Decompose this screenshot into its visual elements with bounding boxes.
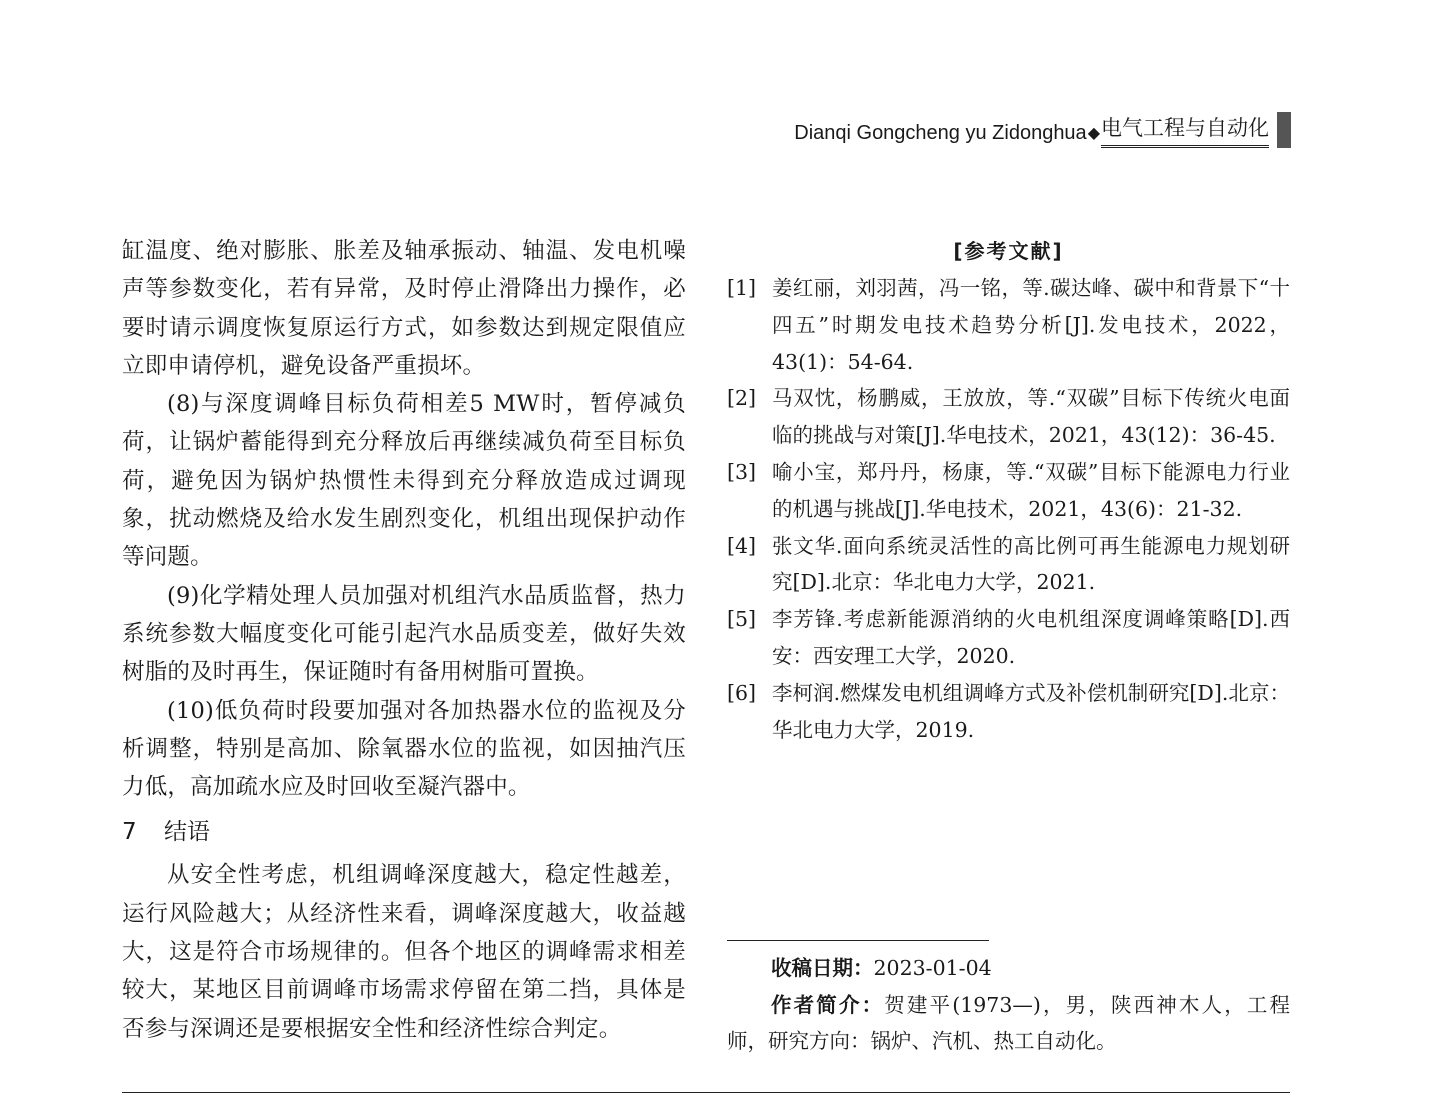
- reference-text: 李芳锋.考虑新能源消纳的火电机组深度调峰策略[D].西安：西安理工大学，2020.: [772, 607, 1290, 668]
- reference-item: [727, 601, 1290, 675]
- reference-text: 张文华.面向系统灵活性的高比例可再生能源电力规划研究[D].北京：华北电力大学，2021.: [772, 533, 1290, 595]
- reference-text: 马双忱，杨鹏威，王放放，等.“双碳”目标下传统火电面临的挑战与对策[J].华电技术，2021，43(12)：36-45.: [772, 386, 1290, 448]
- right-column: [727, 232, 1290, 748]
- reference-item: [727, 528, 1290, 602]
- reference-item: [727, 454, 1290, 528]
- paragraph-continued: 缸温度、绝对膨胀、胀差及轴承振动、轴温、发电机噪声等参数变化，若有异常，及时停止滑降出力操作，必要时请示调度恢复原运行方式，如参数达到规定限值应立即申请停机，避免设备严重损坏。: [122, 238, 686, 379]
- header-journal-title: 电气工程与自动化: [1101, 113, 1269, 148]
- reference-text: 李柯润.燃煤发电机组调峰方式及补偿机制研究[D].北京：华北电力大学，2019.: [772, 680, 1290, 742]
- diamond-icon: ◆: [1087, 123, 1100, 142]
- references-title: [参考文献]: [953, 239, 1064, 263]
- paragraph-item-8: (8)与深度调峰目标负荷相差5 MW时，暂停减负荷，让锅炉蓄能得到充分释放后再继续减负荷至目标负荷，避免因为锅炉热惯性未得到充分释放造成过调现象，扰动燃烧及给水发生剧烈变化，机组出现保护动作等问题。: [122, 391, 686, 571]
- reference-number: [4]: [727, 533, 757, 558]
- header-pinyin: Dianqi Gongcheng yu Zidonghua: [794, 122, 1087, 144]
- reference-number: [2]: [727, 386, 757, 411]
- author-bio-note: [727, 987, 1290, 1060]
- footnote-divider: [727, 940, 989, 941]
- running-header: [794, 112, 1291, 148]
- reference-number: [6]: [727, 680, 757, 705]
- reference-list: [727, 270, 1290, 748]
- paragraph-item-9: (9)化学精处理人员加强对机组汽水品质监督，热力系统参数大幅度变化可能引起汽水品质变差，做好失效树脂的及时再生，保证随时有备用树脂可置换。: [122, 582, 686, 686]
- reference-text: 喻小宝，郑丹丹，杨康，等.“双碳”目标下能源电力行业的机遇与挑战[J].华电技术，2021，43(6)：21-32.: [772, 459, 1290, 521]
- author-bio-value: 贺建平(1973—)，男，陕西神木人，工程师，研究方向：锅炉、汽机、热工自动化。: [727, 992, 1290, 1053]
- reference-item: [727, 270, 1290, 380]
- footnotes: [727, 950, 1290, 1060]
- left-column: [122, 232, 686, 1048]
- paragraph-item-10: (10)低负荷时段要加强对各加热器水位的监视及分析调整，特别是高加、除氧器水位的监视，如因抽汽压力低，高加疏水应及时回收至凝汽器中。: [122, 697, 686, 801]
- received-date-label: 收稿日期：: [771, 956, 874, 980]
- reference-number: [5]: [727, 607, 757, 632]
- reference-text: 姜红丽，刘羽茜，冯一铭，等.碳达峰、碳中和背景下“十四五”时期发电技术趋势分析[J].发电技术，2022，43(1)：54-64.: [772, 276, 1290, 374]
- section-number: 7: [122, 819, 137, 846]
- received-date-value: 2023-01-04: [873, 956, 992, 980]
- section-heading: [122, 810, 686, 854]
- reference-item: [727, 380, 1290, 454]
- reference-number: [3]: [727, 459, 757, 484]
- header-bar-decoration: [1277, 112, 1291, 148]
- paragraph-conclusion: 从安全性考虑，机组调峰深度越大，稳定性越差，运行风险越大；从经济性来看，调峰深度越大，收益越大，这是符合市场规律的。但各个地区的调峰需求相差较大，某地区目前调峰市场需求停留在第二挡，具体是否参与深调还是要根据安全性和经济性综合判定。: [122, 862, 686, 1042]
- section-title: 结语: [164, 819, 210, 846]
- footer-divider: [122, 1092, 1290, 1093]
- reference-item: [727, 675, 1290, 749]
- received-date-note: [727, 950, 1290, 987]
- reference-number: [1]: [727, 276, 757, 300]
- author-bio-label: 作者简介：: [771, 992, 885, 1017]
